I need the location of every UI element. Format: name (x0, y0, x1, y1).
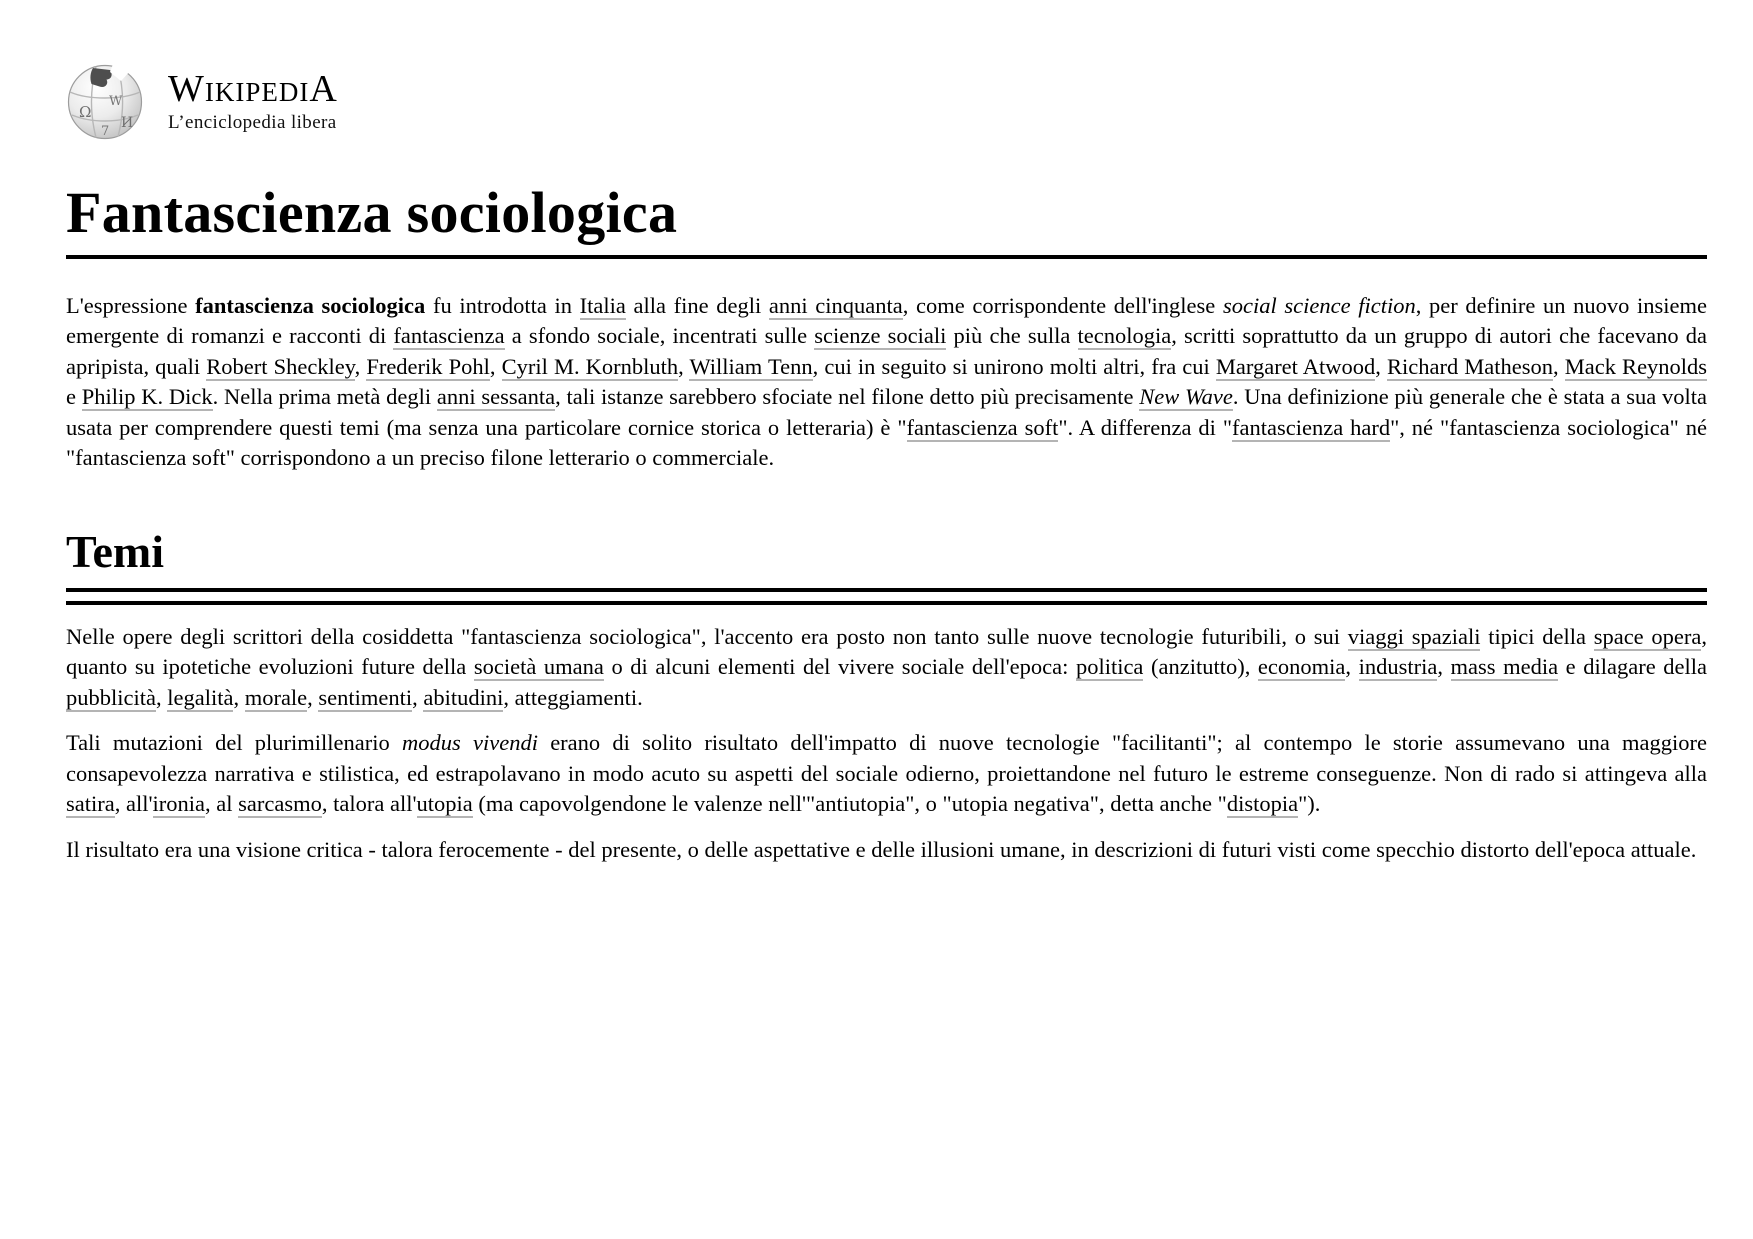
text-run: , (1437, 654, 1451, 680)
text-run: "). (1298, 791, 1321, 817)
text-run: , (1345, 654, 1359, 680)
text-run: , scritti soprattutto da un gruppo di autori che facevano da apripista, quali (66, 323, 1708, 379)
text-run: più che sulla (946, 323, 1078, 349)
wiki-link[interactable]: Richard Matheson (1386, 353, 1554, 379)
wiki-link[interactable]: abitudini (423, 684, 504, 710)
wiki-link[interactable]: tecnologia (1077, 323, 1172, 349)
wiki-link[interactable]: space opera (1593, 623, 1702, 649)
wiki-link[interactable]: New Wave (1139, 384, 1233, 410)
section-heading-temi: Temi (66, 525, 164, 577)
text-run: tipici della (1480, 623, 1594, 649)
text-run: alla fine degli (625, 292, 769, 318)
globe-glyph: W (109, 94, 123, 109)
text-run: social science fiction (1222, 292, 1416, 318)
text-run: , cui in seguito si unirono molti altri, fra cui (812, 353, 1216, 379)
wiki-link[interactable]: Cyril M. Kornbluth (501, 353, 679, 379)
text-run: , (307, 684, 319, 710)
wiki-link[interactable]: anni sessanta (436, 384, 556, 410)
page-title: Fantascienza sociologica (66, 180, 678, 245)
wiki-link[interactable]: Mack Reynolds (1564, 353, 1708, 379)
wiki-link[interactable]: fantascienza (393, 323, 505, 349)
text-run: , atteggiamenti. (503, 684, 643, 710)
text-run: . Nella prima metà degli (212, 384, 437, 410)
text-run: , (155, 684, 168, 710)
text-run: (anzitutto), (1143, 654, 1258, 680)
text-run: Tali mutazioni del plurimillenario (66, 730, 403, 756)
wikipedia-globe-logo[interactable] (66, 64, 144, 140)
wiki-link[interactable]: utopia (416, 791, 473, 817)
text-run: ", né "fantascienza sociologica" né "fantascienza soft" corrispondono a un preciso filone letterario o commerciale. (66, 414, 1708, 471)
wiki-link[interactable]: Robert Sheckley (206, 353, 355, 379)
temi-paragraphs (66, 622, 1707, 866)
wiki-link[interactable]: morale (244, 684, 308, 710)
wiki-link[interactable]: sentimenti (318, 684, 413, 710)
paragraph (66, 291, 1707, 474)
text-run: , (1375, 353, 1387, 379)
globe-glyph: Ω (79, 103, 92, 121)
wiki-link[interactable]: ironia (152, 791, 206, 817)
globe-puzzle-icon (66, 64, 144, 140)
paragraph (66, 622, 1707, 714)
wiki-link[interactable]: economia (1257, 654, 1346, 680)
text-run: o di alcuni elementi del vivere sociale dell'epoca: (603, 654, 1076, 680)
wiki-link[interactable]: società umana (473, 654, 604, 680)
wiki-link[interactable]: pubblicità (66, 684, 156, 710)
globe-glyph: 7 (101, 124, 110, 139)
text-run: , quanto su ipotetiche evoluzioni future della (66, 623, 1708, 680)
paragraph (66, 728, 1707, 820)
text-run: , tali istanze sarebbero sfociate nel filone detto più precisamente (555, 384, 1140, 410)
brand-text (168, 70, 338, 134)
text-run: L'espressione (66, 292, 196, 318)
wiki-link[interactable]: distopia (1226, 791, 1299, 817)
text-run: , (678, 353, 690, 379)
wiki-link[interactable]: viaggi spaziali (1347, 623, 1481, 649)
wiki-link[interactable]: William Tenn (689, 353, 813, 379)
wiki-link[interactable]: industria (1358, 654, 1438, 680)
text-run: fantascienza sociologica (195, 292, 426, 318)
wiki-link[interactable]: fantascienza soft (906, 414, 1059, 440)
text-run: , come corrispondente dell'inglese (902, 292, 1223, 318)
wiki-link[interactable]: mass media (1450, 654, 1559, 680)
title-rule (66, 255, 1707, 259)
text-run: , (354, 353, 367, 379)
intro-paragraphs (66, 291, 1707, 474)
globe-glyph: И (121, 115, 134, 131)
wiki-link[interactable]: sarcasmo (238, 791, 322, 817)
wiki-link[interactable]: scienze sociali (814, 323, 947, 349)
text-run: modus vivendi (402, 730, 538, 756)
wikipedia-wordmark: WikipediA (168, 68, 338, 110)
text-run: , (1553, 353, 1565, 379)
text-run: , all' (114, 791, 153, 817)
text-run: . Una definizione più generale che è stata a sua volta usata per comprendere questi temi (ma senza una particolare cornice storica o letteraria) è " (66, 384, 1708, 440)
text-run: a sfondo sociale, incentrati sulle (504, 323, 815, 349)
site-header (66, 62, 1707, 142)
text-run: e dilagare della (1558, 654, 1708, 680)
wiki-link[interactable]: legalità (167, 684, 234, 710)
wiki-link[interactable]: Margaret Atwood (1215, 353, 1376, 379)
text-run: , (233, 684, 245, 710)
wiki-link[interactable]: fantascienza hard (1232, 414, 1391, 440)
wiki-link[interactable]: Italia (579, 292, 626, 318)
wikipedia-tagline: L’enciclopedia libera (168, 112, 337, 133)
text-run: fu introdotta in (425, 292, 580, 318)
text-run: , al (205, 791, 239, 817)
paragraph (66, 835, 1707, 866)
wiki-link[interactable]: satira (66, 791, 115, 817)
text-run: Nelle opere degli scrittori della cosiddetta "fantascienza sociologica", l'accento era posto non tanto sulle nuove tecnologie futuribili, o sui (66, 623, 1348, 649)
text-run: , (412, 684, 424, 710)
wiki-link[interactable]: Frederik Pohl (366, 353, 490, 379)
text-run: (ma capovolgendone le valenze nell'"antiutopia", o "utopia negativa", detta anche " (472, 791, 1227, 817)
text-run: Il risultato era una visione critica - talora ferocemente - del presente, o delle aspettative e delle illusioni umane, in descrizioni di futuri visti come specchio distorto dell'epoca attuale. (66, 836, 1697, 862)
text-run: e (66, 384, 82, 410)
text-run: erano di solito risultato dell'impatto di nuove tecnologie "facilitanti"; al contempo le storie assumevano una maggiore consapevolezza narrativa e stilistica, ed estrapolavano in modo acuto su aspetti del sociale odierno, proiettandone nel futuro le estreme conseguenze. Non di rado si attingeva alla (66, 730, 1707, 786)
text-run: ". A differenza di " (1058, 414, 1233, 440)
text-run: , (489, 353, 502, 379)
wiki-link[interactable]: Philip K. Dick (81, 384, 213, 410)
section-heading-rule (66, 588, 1707, 605)
text-run: , talora all' (321, 791, 417, 817)
wiki-link[interactable]: anni cinquanta (768, 292, 903, 318)
text-run: , per definire un nuovo insieme emergente di romanzi e racconti di (66, 292, 1707, 349)
wiki-link[interactable]: politica (1075, 654, 1144, 680)
